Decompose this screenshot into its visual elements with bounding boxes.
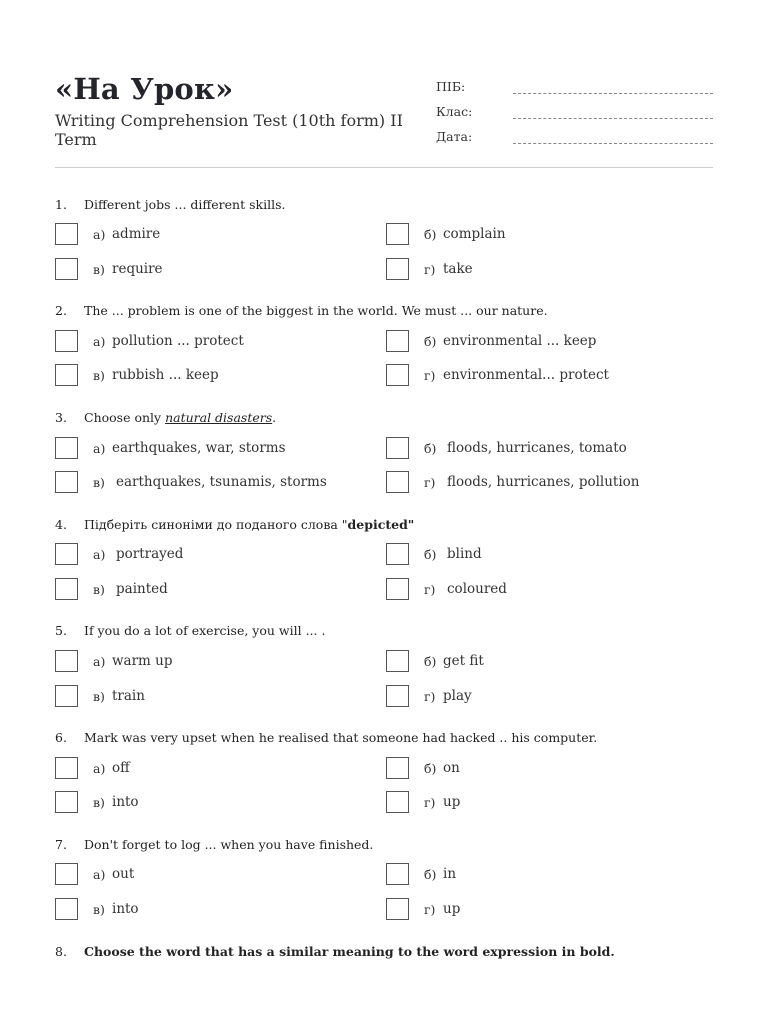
option-c[interactable] bbox=[55, 471, 375, 495]
option-b[interactable] bbox=[386, 437, 706, 461]
answer-checkbox[interactable] bbox=[55, 863, 78, 885]
option-letter: б) bbox=[424, 547, 437, 562]
answer-checkbox[interactable] bbox=[386, 898, 409, 920]
answer-checkbox[interactable] bbox=[386, 330, 409, 352]
option-text: train bbox=[112, 688, 145, 704]
name-label: ПІБ: bbox=[436, 79, 466, 94]
answer-checkbox[interactable] bbox=[55, 898, 78, 920]
option-c[interactable] bbox=[55, 791, 375, 815]
option-d[interactable] bbox=[386, 898, 706, 922]
option-letter: в) bbox=[93, 582, 105, 597]
answer-checkbox[interactable] bbox=[386, 791, 409, 813]
answer-checkbox[interactable] bbox=[386, 578, 409, 600]
question-text: Don't forget to log ... when you have finished. bbox=[84, 837, 374, 852]
answer-checkbox[interactable] bbox=[55, 471, 78, 493]
answer-checkbox[interactable] bbox=[386, 685, 409, 707]
option-text: out bbox=[112, 866, 135, 882]
option-b[interactable] bbox=[386, 223, 706, 247]
answer-checkbox[interactable] bbox=[386, 757, 409, 779]
question-text: Choose only natural disasters. bbox=[84, 410, 277, 425]
option-letter: г) bbox=[424, 262, 436, 277]
option-text: get fit bbox=[443, 653, 484, 669]
question-8 bbox=[55, 944, 715, 968]
option-text: complain bbox=[443, 226, 506, 242]
option-text: blind bbox=[447, 546, 482, 562]
option-c[interactable] bbox=[55, 364, 375, 388]
option-text: pollution ... protect bbox=[112, 333, 244, 349]
option-b[interactable] bbox=[386, 330, 706, 354]
option-letter: г) bbox=[424, 582, 436, 597]
option-text: require bbox=[112, 261, 163, 277]
date-line bbox=[513, 143, 713, 144]
question-number: 2. bbox=[55, 303, 67, 318]
option-letter: г) bbox=[424, 475, 436, 490]
option-b[interactable] bbox=[386, 757, 706, 781]
option-b[interactable] bbox=[386, 863, 706, 887]
option-b[interactable] bbox=[386, 543, 706, 567]
option-letter: а) bbox=[93, 547, 106, 562]
test-subtitle: Writing Comprehension Test (10th form) II Term bbox=[55, 111, 403, 149]
option-a[interactable] bbox=[55, 330, 375, 354]
option-text: rubbish ... keep bbox=[112, 367, 219, 383]
answer-checkbox[interactable] bbox=[55, 757, 78, 779]
option-letter: а) bbox=[93, 441, 106, 456]
option-text: painted bbox=[116, 581, 168, 597]
answer-checkbox[interactable] bbox=[55, 330, 78, 352]
option-d[interactable] bbox=[386, 258, 706, 282]
option-letter: а) bbox=[93, 654, 106, 669]
option-text: environmental... protect bbox=[443, 367, 609, 383]
option-c[interactable] bbox=[55, 578, 375, 602]
option-letter: б) bbox=[424, 441, 437, 456]
answer-checkbox[interactable] bbox=[386, 471, 409, 493]
option-text: coloured bbox=[447, 581, 507, 597]
option-text: floods, hurricanes, pollution bbox=[447, 474, 640, 490]
question-4 bbox=[55, 517, 715, 617]
question-6 bbox=[55, 730, 715, 830]
option-letter: г) bbox=[424, 368, 436, 383]
answer-checkbox[interactable] bbox=[386, 437, 409, 459]
answer-checkbox[interactable] bbox=[55, 578, 78, 600]
option-text: up bbox=[443, 901, 461, 917]
option-text: environmental ... keep bbox=[443, 333, 597, 349]
option-b[interactable] bbox=[386, 650, 706, 674]
option-d[interactable] bbox=[386, 578, 706, 602]
brand-title: «На Урок» bbox=[55, 72, 234, 106]
option-d[interactable] bbox=[386, 471, 706, 495]
answer-checkbox[interactable] bbox=[55, 543, 78, 565]
question-number: 8. bbox=[55, 944, 67, 959]
option-text: into bbox=[112, 901, 139, 917]
answer-checkbox[interactable] bbox=[386, 364, 409, 386]
answer-checkbox[interactable] bbox=[55, 791, 78, 813]
answer-checkbox[interactable] bbox=[386, 223, 409, 245]
option-d[interactable] bbox=[386, 791, 706, 815]
question-3 bbox=[55, 410, 715, 510]
option-letter: в) bbox=[93, 902, 105, 917]
date-field[interactable] bbox=[436, 129, 716, 149]
name-line bbox=[513, 93, 713, 94]
header-divider bbox=[55, 167, 713, 168]
option-text: portrayed bbox=[116, 546, 184, 562]
answer-checkbox[interactable] bbox=[386, 650, 409, 672]
answer-checkbox[interactable] bbox=[55, 437, 78, 459]
option-text: off bbox=[112, 760, 130, 776]
option-a[interactable] bbox=[55, 863, 375, 887]
question-number: 6. bbox=[55, 730, 67, 745]
option-a[interactable] bbox=[55, 437, 375, 461]
option-text: into bbox=[112, 794, 139, 810]
answer-checkbox[interactable] bbox=[55, 364, 78, 386]
question-number: 3. bbox=[55, 410, 67, 425]
option-letter: б) bbox=[424, 761, 437, 776]
answer-checkbox[interactable] bbox=[55, 650, 78, 672]
answer-checkbox[interactable] bbox=[386, 543, 409, 565]
option-text: admire bbox=[112, 226, 161, 242]
question-1 bbox=[55, 197, 715, 297]
option-text: on bbox=[443, 760, 460, 776]
class-line bbox=[513, 118, 713, 119]
answer-checkbox[interactable] bbox=[386, 258, 409, 280]
option-c[interactable] bbox=[55, 258, 375, 282]
option-text: earthquakes, tsunamis, storms bbox=[116, 474, 327, 490]
question-5 bbox=[55, 623, 715, 723]
option-letter: а) bbox=[93, 761, 106, 776]
answer-checkbox[interactable] bbox=[55, 223, 78, 245]
option-a[interactable] bbox=[55, 223, 375, 247]
option-a[interactable] bbox=[55, 543, 375, 567]
class-label: Клас: bbox=[436, 104, 473, 119]
option-a[interactable] bbox=[55, 757, 375, 781]
option-letter: в) bbox=[93, 475, 105, 490]
question-2 bbox=[55, 303, 715, 403]
question-7 bbox=[55, 837, 715, 937]
option-letter: в) bbox=[93, 262, 105, 277]
option-letter: в) bbox=[93, 689, 105, 704]
option-text: up bbox=[443, 794, 461, 810]
option-letter: г) bbox=[424, 795, 436, 810]
question-text: The ... problem is one of the biggest in the world. We must ... our nature. bbox=[84, 303, 548, 318]
question-text: Mark was very upset when he realised that someone had hacked .. his computer. bbox=[84, 730, 598, 745]
option-d[interactable] bbox=[386, 364, 706, 388]
option-letter: а) bbox=[93, 334, 106, 349]
keyword: depicted" bbox=[347, 517, 415, 532]
emphasized-phrase: natural disasters bbox=[165, 410, 273, 425]
name-field[interactable] bbox=[436, 79, 716, 99]
option-text: warm up bbox=[112, 653, 173, 669]
option-letter: б) bbox=[424, 867, 437, 882]
option-a[interactable] bbox=[55, 650, 375, 674]
option-letter: б) bbox=[424, 334, 437, 349]
option-letter: в) bbox=[93, 368, 105, 383]
answer-checkbox[interactable] bbox=[55, 258, 78, 280]
question-text: Підберіть синоніми до поданого слова "depicted" bbox=[84, 517, 415, 532]
option-text: in bbox=[443, 866, 457, 882]
option-letter: г) bbox=[424, 902, 436, 917]
answer-checkbox[interactable] bbox=[55, 685, 78, 707]
question-number: 7. bbox=[55, 837, 67, 852]
question-number: 4. bbox=[55, 517, 67, 532]
option-letter: б) bbox=[424, 227, 437, 242]
option-c[interactable] bbox=[55, 898, 375, 922]
question-text: Different jobs ... different skills. bbox=[84, 197, 286, 212]
option-text: floods, hurricanes, tomato bbox=[447, 440, 627, 456]
date-label: Дата: bbox=[436, 129, 473, 144]
option-d[interactable] bbox=[386, 685, 706, 709]
class-field[interactable] bbox=[436, 104, 716, 124]
answer-checkbox[interactable] bbox=[386, 863, 409, 885]
option-letter: в) bbox=[93, 795, 105, 810]
option-text: play bbox=[443, 688, 472, 704]
option-letter: б) bbox=[424, 654, 437, 669]
question-text: Choose the word that has a similar meaning to the word expression in bold. bbox=[84, 944, 615, 959]
option-letter: а) bbox=[93, 867, 106, 882]
option-text: earthquakes, war, storms bbox=[112, 440, 286, 456]
option-text: take bbox=[443, 261, 473, 277]
question-number: 5. bbox=[55, 623, 67, 638]
option-letter: г) bbox=[424, 689, 436, 704]
option-c[interactable] bbox=[55, 685, 375, 709]
question-number: 1. bbox=[55, 197, 67, 212]
option-letter: а) bbox=[93, 227, 106, 242]
question-text: If you do a lot of exercise, you will ... . bbox=[84, 623, 326, 638]
